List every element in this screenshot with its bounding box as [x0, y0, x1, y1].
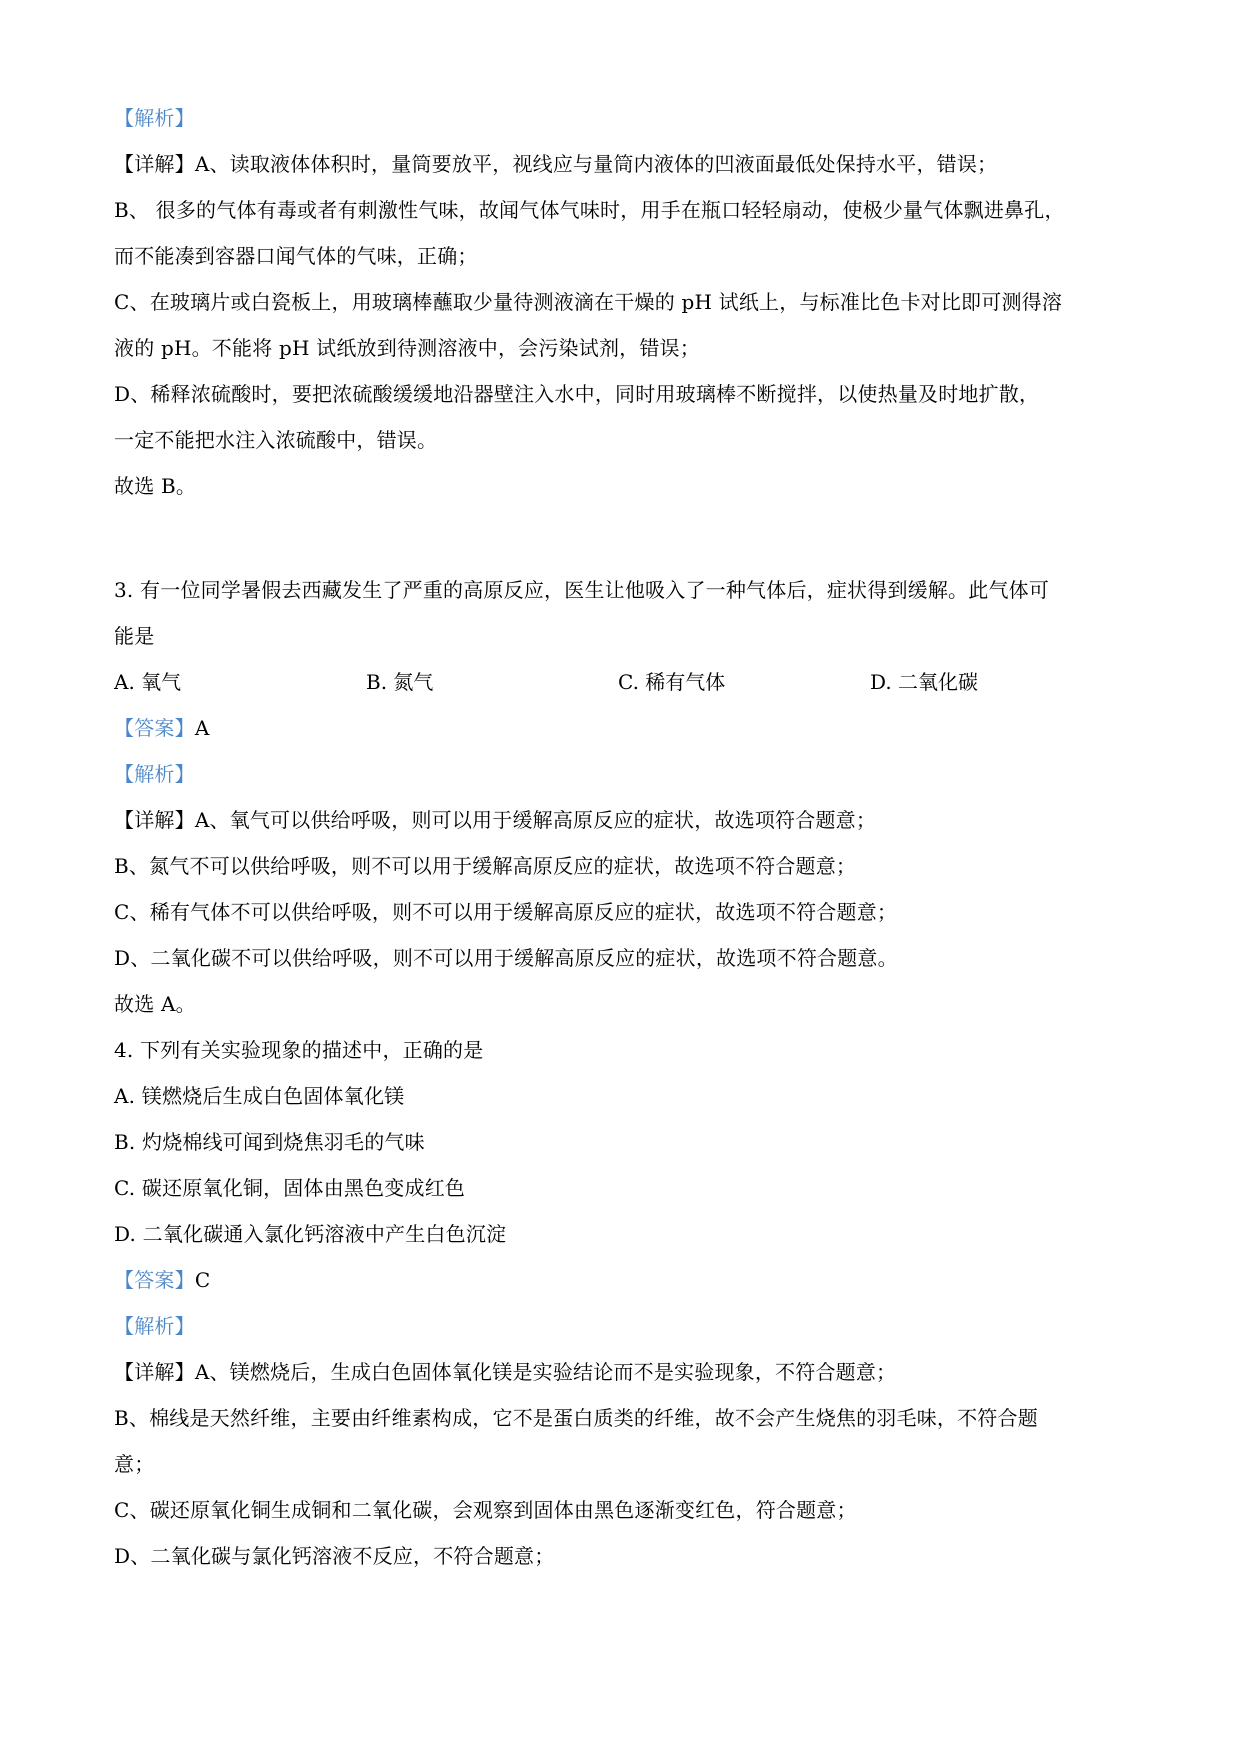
q4-detail-d: D、二氧化碳与氯化钙溶液不反应，不符合题意；	[114, 1544, 555, 1568]
q3-option-d: D. 二氧化碳	[870, 670, 979, 694]
q4-detail-a	[114, 1358, 896, 1386]
q4-option-b: B. 灼烧棉线可闻到烧焦羽毛的气味	[114, 1130, 425, 1154]
q3-stem-line2: 能是	[114, 624, 155, 648]
q4-detail-b-line2: 意；	[114, 1452, 155, 1476]
q3-detail-d: D、二氧化碳不可以供给呼吸，则不可以用于缓解高原反应的症状，故选项不符合题意。	[114, 946, 898, 970]
q4-option-a: A. 镁燃烧后生成白色固体氧化镁	[114, 1084, 405, 1108]
q3-stem-line1: 3. 有一位同学暑假去西藏发生了严重的高原反应，医生让他吸入了一种气体后，症状得到缓解。此气体可	[114, 578, 1050, 602]
q3-detail-c: C、稀有气体不可以供给呼吸，则不可以用于缓解高原反应的症状，故选项不符合题意；	[114, 900, 898, 924]
analysis-tag: 【解析】	[114, 106, 195, 130]
q3-option-b: B. 氮气	[366, 670, 434, 694]
q4-detail-b-line1: B、棉线是天然纤维，主要由纤维素构成，它不是蛋白质类的纤维，故不会产生烧焦的羽毛味，不符合题	[114, 1406, 1038, 1430]
q3-option-c: C. 稀有气体	[618, 670, 726, 694]
detail-text: A、氧气可以供给呼吸，则可以用于缓解高原反应的症状，故选项符合题意；	[194, 808, 877, 832]
detail-text: A、镁燃烧后，生成白色固体氧化镁是实验结论而不是实验现象，不符合题意；	[194, 1360, 897, 1384]
detail-tag: 【详解】	[114, 808, 195, 832]
document-page	[114, 0, 1134, 1754]
q4-stem: 4. 下列有关实验现象的描述中，正确的是	[114, 1038, 484, 1062]
prev-detail-b-line2: 而不能凑到容器口闻气体的气味，正确；	[114, 244, 478, 268]
prev-detail-c-line1: C、在玻璃片或白瓷板上，用玻璃棒蘸取少量待测液滴在干燥的 pH 试纸上，与标准比色卡对比即可测得溶	[114, 290, 1063, 314]
answer-value: A	[194, 716, 210, 740]
q3-detail-a	[114, 806, 876, 834]
prev-conclusion: 故选 B。	[114, 474, 197, 498]
q4-option-d: D. 二氧化碳通入氯化钙溶液中产生白色沉淀	[114, 1222, 507, 1246]
q4-option-c: C. 碳还原氧化铜，固体由黑色变成红色	[114, 1176, 466, 1200]
q3-option-a: A. 氧气	[114, 670, 182, 694]
answer-tag: 【答案】	[114, 716, 195, 740]
prev-detail-b-line1: B、 很多的气体有毒或者有刺激性气味，故闻气体气味时，用手在瓶口轻轻扇动，使极少量气体飘进鼻孔，	[114, 198, 1065, 222]
prev-detail-c-line2: 液的 pH。不能将 pH 试纸放到待测溶液中，会污染试剂，错误；	[114, 336, 700, 360]
detail-tag: 【详解】	[114, 1360, 195, 1384]
q4-answer	[114, 1266, 210, 1294]
prev-detail-d-line2: 一定不能把水注入浓硫酸中，错误。	[114, 428, 438, 452]
answer-value: C	[194, 1268, 211, 1292]
prev-detail-d-line1: D、稀释浓硫酸时，要把浓硫酸缓缓地沿器壁注入水中，同时用玻璃棒不断搅拌，以使热量及时地扩散，	[114, 382, 1040, 406]
detail-text: A、读取液体体积时，量筒要放平，视线应与量筒内液体的凹液面最低处保持水平，错误；	[194, 152, 998, 176]
answer-tag: 【答案】	[114, 1268, 195, 1292]
q3-conclusion: 故选 A。	[114, 992, 196, 1016]
prev-detail-a	[114, 150, 997, 178]
q3-detail-b: B、氮气不可以供给呼吸，则不可以用于缓解高原反应的症状，故选项不符合题意；	[114, 854, 857, 878]
q3-analysis-tag: 【解析】	[114, 762, 195, 786]
q3-answer	[114, 714, 209, 742]
detail-tag: 【详解】	[114, 152, 195, 176]
q4-analysis-tag: 【解析】	[114, 1314, 195, 1338]
q4-detail-c: C、碳还原氧化铜生成铜和二氧化碳，会观察到固体由黑色逐渐变红色，符合题意；	[114, 1498, 857, 1522]
